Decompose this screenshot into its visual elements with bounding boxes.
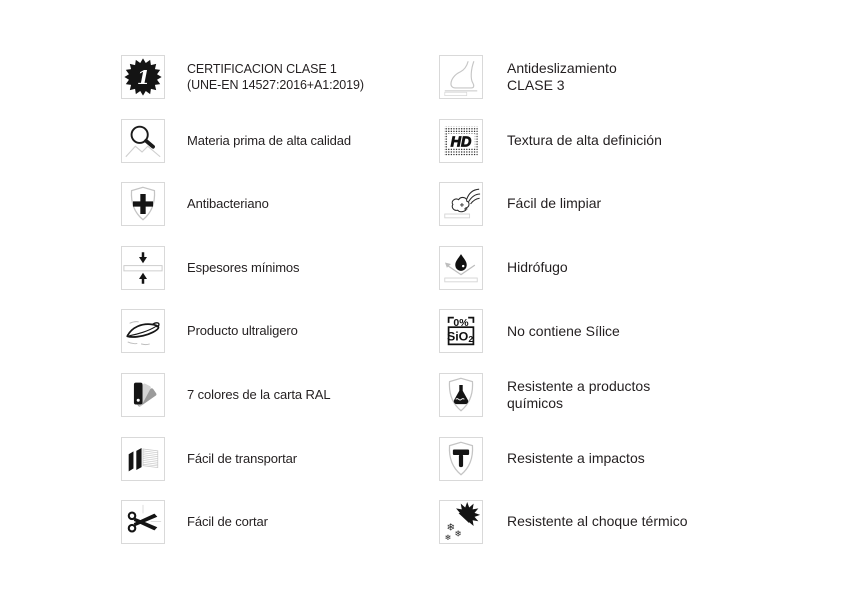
flask-shield-icon <box>440 374 482 416</box>
feature-label <box>187 133 351 149</box>
feature-label-line: Espesores mínimos <box>187 259 300 275</box>
icon-box <box>439 182 483 226</box>
feature-label-line: Hidrófugo <box>507 259 568 276</box>
icon-box <box>121 119 165 163</box>
feature-label-line: Fácil de cortar <box>187 514 268 530</box>
feature-row <box>439 309 620 353</box>
svg-text:1: 1 <box>136 66 151 90</box>
feature-row <box>439 437 645 481</box>
feature-label-line: CERTIFICACION CLASE 1 <box>187 62 337 76</box>
icon-box <box>439 500 483 544</box>
icon-box <box>121 55 165 99</box>
feature-label <box>507 195 601 213</box>
feature-label-line: Resistente al choque térmico <box>507 513 688 530</box>
svg-text:❄: ❄ <box>446 522 456 534</box>
feature-label <box>187 514 268 530</box>
thermal-shock-icon <box>440 501 482 543</box>
svg-text:SiO2: SiO2 <box>446 329 474 345</box>
magnifier-quality-icon <box>122 120 164 162</box>
feature-label-line: 7 colores de la carta RAL <box>187 387 331 402</box>
feature-row <box>439 55 617 99</box>
svg-text:❄: ❄ <box>444 533 452 543</box>
feature-label-line: (UNE-EN 14527:2016+A1:2019) <box>187 78 364 92</box>
icon-box <box>121 246 165 290</box>
feather-icon <box>122 310 164 352</box>
icon-box <box>439 373 483 417</box>
shield-cross-icon <box>122 183 164 225</box>
scissors-icon <box>122 501 164 543</box>
svg-text:0%: 0% <box>453 317 469 330</box>
feature-row <box>439 500 688 544</box>
icon-box <box>439 309 483 353</box>
feature-label <box>187 323 298 339</box>
icon-box <box>439 246 483 290</box>
icon-box <box>121 182 165 226</box>
icon-box <box>121 437 165 481</box>
ral-color-fan-icon <box>122 374 164 416</box>
feature-label <box>507 132 662 150</box>
feature-row <box>439 373 650 417</box>
wipe-hand-icon <box>440 183 482 225</box>
thickness-arrows-icon <box>122 247 164 289</box>
feature-label-line: Resistente a impactos <box>507 449 645 466</box>
sio2-free-icon <box>440 310 482 352</box>
feature-label <box>187 451 297 467</box>
feature-label <box>507 323 620 341</box>
feature-row <box>121 437 297 481</box>
feature-label-line: No contiene Sílice <box>507 322 620 339</box>
feature-label-line: Materia prima de alta calidad <box>187 132 352 148</box>
hammer-shield-icon <box>440 438 482 480</box>
feature-row <box>121 119 351 163</box>
water-drop-icon <box>440 247 482 289</box>
feature-row <box>121 182 269 226</box>
icon-box <box>121 309 165 353</box>
feature-label-line: químicos <box>507 395 564 411</box>
feature-row <box>121 246 299 290</box>
icon-box <box>121 373 165 417</box>
feature-label-line: Producto ultraligero <box>187 323 298 339</box>
feature-label-line: Fácil de limpiar <box>507 195 602 212</box>
icon-box <box>439 437 483 481</box>
svg-text:HD: HD <box>450 133 472 150</box>
foot-antislip-icon <box>440 56 482 98</box>
icon-box <box>121 500 165 544</box>
feature-label <box>507 378 650 413</box>
feature-label-line: Fácil de transportar <box>187 450 297 466</box>
feature-label-line: Antideslizamiento <box>507 59 617 76</box>
feature-label-line: Resistente a productos <box>507 377 651 394</box>
feature-label-line: Antibacteriano <box>187 196 269 212</box>
feature-label-line: CLASE 3 <box>507 77 565 93</box>
icon-box <box>439 55 483 99</box>
panels-transport-icon <box>122 438 164 480</box>
hd-texture-icon <box>440 120 482 162</box>
feature-row <box>439 182 601 226</box>
svg-text:❄: ❄ <box>454 529 462 540</box>
certification-badge-1-icon <box>122 56 164 98</box>
feature-label <box>507 259 568 277</box>
feature-row <box>121 309 298 353</box>
feature-row <box>439 119 662 163</box>
icon-box <box>439 119 483 163</box>
feature-label <box>507 450 645 468</box>
feature-row <box>121 500 268 544</box>
feature-label <box>187 61 364 93</box>
feature-label <box>187 387 330 403</box>
feature-row <box>121 373 330 417</box>
feature-label <box>507 60 617 95</box>
feature-label <box>507 513 688 531</box>
feature-row <box>121 55 364 99</box>
feature-label-line: Textura de alta definición <box>507 131 662 148</box>
feature-row <box>439 246 568 290</box>
feature-label <box>187 260 299 276</box>
feature-label <box>187 196 269 212</box>
